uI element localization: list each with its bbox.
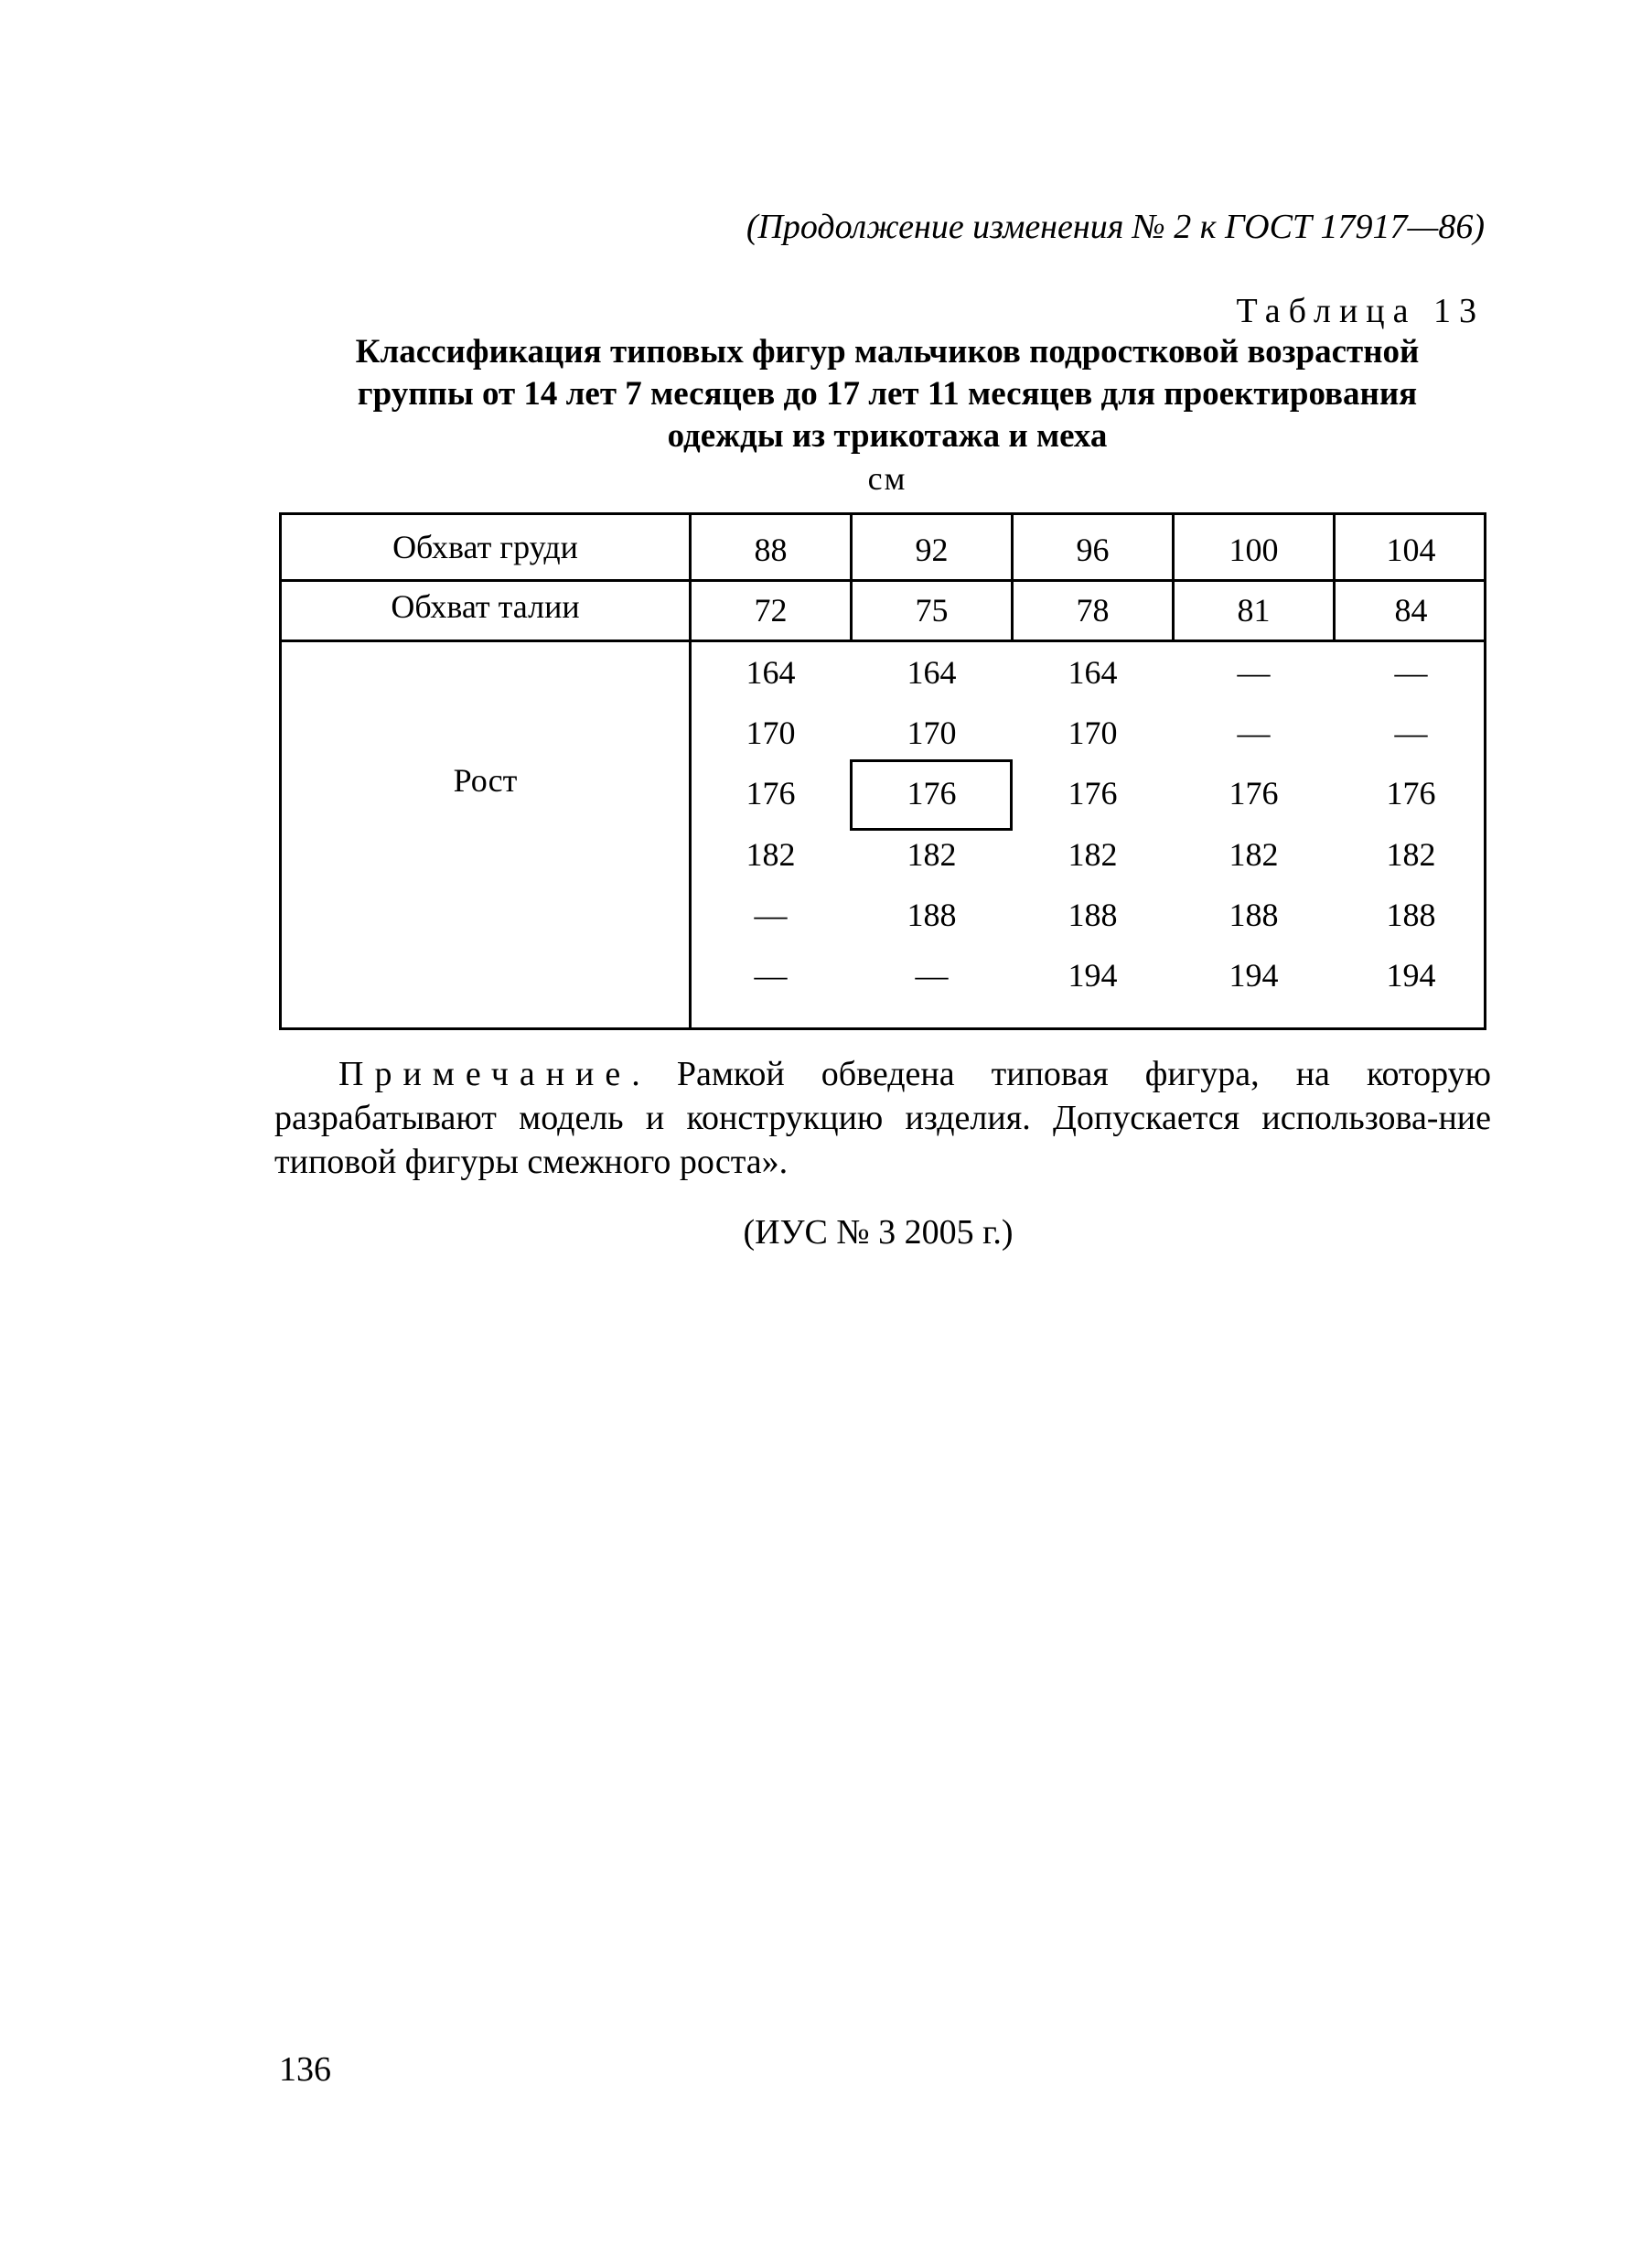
note-paragraph	[274, 1052, 1491, 1184]
height-value: 176	[1386, 775, 1436, 812]
typical-figures-table	[279, 512, 1486, 1030]
height-value: 188	[907, 897, 957, 933]
height-value: —	[1237, 715, 1271, 751]
height-value: —	[1394, 654, 1428, 691]
waist-value: 78	[1076, 592, 1110, 629]
chest-value: 88	[754, 532, 788, 568]
height-value: —	[1237, 654, 1271, 691]
height-value: —	[754, 957, 788, 994]
height-value: 164	[1068, 654, 1118, 691]
height-value: 170	[1068, 715, 1118, 751]
height-value: 170	[746, 715, 796, 751]
height-value: 176	[907, 775, 957, 812]
caption-line: группы от 14 лет 7 месяцев до 17 лет 11 месяцев для проектирования	[357, 375, 1418, 413]
height-value: —	[915, 957, 949, 994]
waist-value: 75	[915, 592, 949, 629]
height-value: 188	[1386, 897, 1436, 933]
table-number: Таблица 13	[1236, 292, 1485, 330]
height-value: 194	[1386, 957, 1436, 994]
height-value: 182	[1229, 836, 1279, 873]
height-value: 188	[1068, 897, 1118, 933]
chest-value: 100	[1229, 532, 1279, 568]
height-value: —	[1394, 715, 1428, 751]
height-value: 176	[746, 775, 796, 812]
chest-value: 104	[1386, 532, 1436, 568]
waist-value: 84	[1394, 592, 1428, 629]
source-reference: (ИУС № 3 2005 г.)	[743, 1213, 1014, 1252]
table-caption	[274, 331, 1500, 457]
height-value: 188	[1229, 897, 1279, 933]
row-divider	[282, 640, 1484, 642]
height-value: 164	[746, 654, 796, 691]
height-value: 170	[907, 715, 957, 751]
note-text: . Рамкой обведена типовая фигура, на которую разрабатывают модель и конструкцию изделия. Допускается использова-ние типовой фигуры смежного роста».	[274, 1055, 1491, 1181]
height-value: —	[754, 897, 788, 933]
height-value: 176	[1068, 775, 1118, 812]
height-label: Рост	[453, 762, 518, 799]
waist-girth-label: Обхват талии	[391, 588, 580, 625]
waist-value: 81	[1237, 592, 1271, 629]
height-value: 182	[1386, 836, 1436, 873]
height-value: 164	[907, 654, 957, 691]
height-value: 182	[746, 836, 796, 873]
height-value: 182	[907, 836, 957, 873]
caption-line: одежды из трикотажа и меха	[667, 417, 1108, 455]
height-value: 194	[1068, 957, 1118, 994]
caption-line: Классификация типовых фигур мальчиков подростковой возрастной	[355, 333, 1420, 371]
chest-girth-label: Обхват груди	[392, 529, 578, 565]
unit-label: см	[867, 460, 907, 497]
note-title: Примечание	[338, 1055, 632, 1093]
height-value: 176	[1229, 775, 1279, 812]
waist-value: 72	[754, 592, 788, 629]
continuation-header: (Продолжение изменения № 2 к ГОСТ 17917—86)	[746, 208, 1485, 246]
chest-value: 92	[915, 532, 949, 568]
height-value: 194	[1229, 957, 1279, 994]
chest-value: 96	[1076, 532, 1110, 568]
page-number: 136	[279, 2050, 331, 2089]
row-divider	[282, 579, 1484, 582]
height-value: 182	[1068, 836, 1118, 873]
